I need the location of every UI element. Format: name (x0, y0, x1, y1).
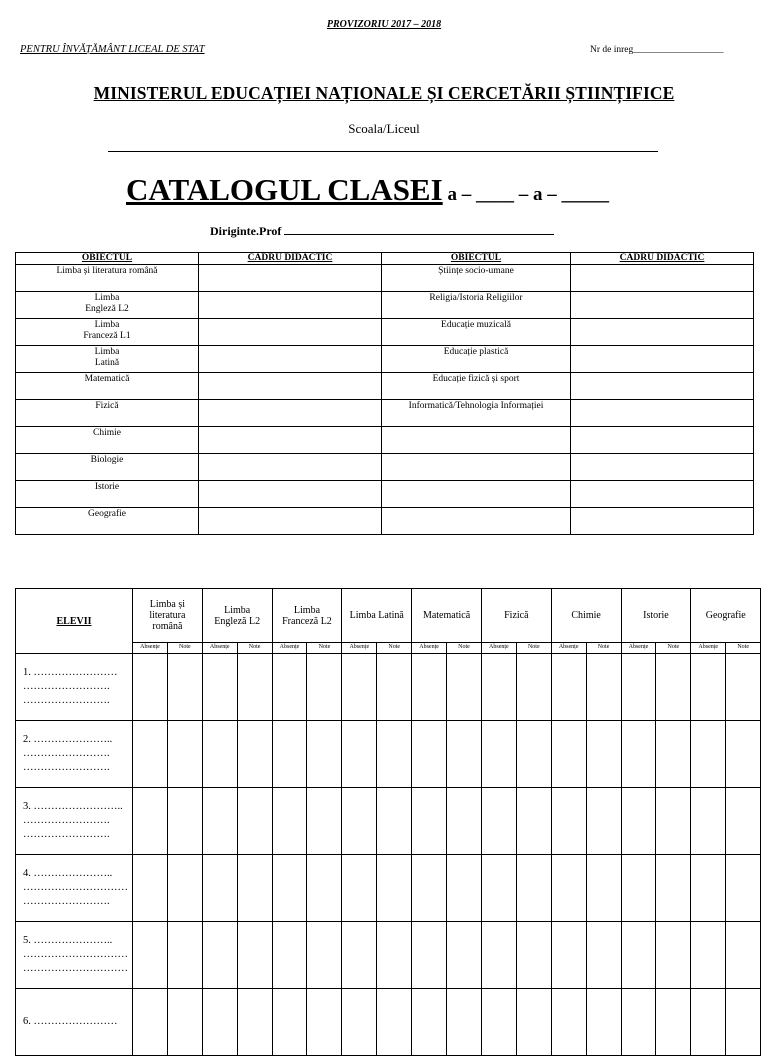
note-cell[interactable] (726, 788, 761, 855)
note-cell[interactable] (516, 788, 551, 855)
table-row (16, 654, 761, 721)
students-subject-header (16, 589, 761, 643)
subject-column-header: Chimie (551, 589, 621, 643)
absente-cell[interactable] (691, 654, 726, 721)
table-row (16, 481, 754, 508)
subject-column-header: Istorie (621, 589, 691, 643)
catalog-heading (126, 172, 609, 208)
note-cell[interactable] (237, 989, 272, 1056)
teacher-cell[interactable] (571, 319, 754, 346)
note-cell[interactable] (447, 855, 482, 922)
note-cell[interactable] (167, 721, 202, 788)
teacher-cell[interactable] (199, 265, 382, 292)
subject-name: Educație fizică și sport (382, 373, 571, 400)
school-type: PENTRU ÎNVĂȚĂMÂNT LICEAL DE STAT (20, 44, 205, 55)
student-name: 3. …………………….. ……………………. ……………………. (16, 788, 133, 855)
absente-cell[interactable] (342, 855, 377, 922)
note-cell[interactable] (447, 989, 482, 1056)
note-cell[interactable] (307, 654, 342, 721)
subject-name: Educație muzicală (382, 319, 571, 346)
subject-column-header: Geografie (691, 589, 761, 643)
note-cell[interactable] (167, 855, 202, 922)
note-cell[interactable] (377, 989, 412, 1056)
subject-teacher-table (15, 252, 754, 535)
teacher-cell[interactable] (199, 454, 382, 481)
absente-cell[interactable] (202, 855, 237, 922)
absente-subheader: Absențe (133, 643, 168, 654)
absente-subheader: Absențe (342, 643, 377, 654)
note-cell[interactable] (307, 922, 342, 989)
absente-cell[interactable] (133, 989, 168, 1056)
note-cell[interactable] (726, 654, 761, 721)
note-cell[interactable] (307, 788, 342, 855)
ministry-title: MINISTERUL EDUCAȚIEI NAȚIONALE ȘI CERCETĂRII ȘTIINȚIFICE (93, 83, 675, 103)
note-cell[interactable] (656, 654, 691, 721)
header-cadru-1: CADRU DIDACTIC (199, 253, 382, 265)
absente-cell[interactable] (621, 989, 656, 1056)
teacher-cell[interactable] (199, 427, 382, 454)
absente-cell[interactable] (133, 721, 168, 788)
note-subheader: Note (167, 643, 202, 654)
teacher-cell[interactable] (571, 454, 754, 481)
scoala-fill-line (108, 151, 658, 152)
note-cell[interactable] (586, 788, 621, 855)
subject-column-header: Fizică (481, 589, 551, 643)
note-cell[interactable] (586, 721, 621, 788)
subject-name: Geografie (16, 508, 199, 535)
absente-cell[interactable] (133, 922, 168, 989)
absente-cell[interactable] (691, 922, 726, 989)
subject-name: Limba Franceză L1 (16, 319, 199, 346)
teacher-cell[interactable] (571, 400, 754, 427)
note-cell[interactable] (377, 922, 412, 989)
scoala-label: Scoala/Liceul (348, 121, 420, 136)
note-cell[interactable] (516, 855, 551, 922)
table-row (16, 427, 754, 454)
absente-cell[interactable] (412, 654, 447, 721)
note-cell[interactable] (586, 922, 621, 989)
table-row (16, 373, 754, 400)
note-cell[interactable] (167, 654, 202, 721)
note-subheader: Note (237, 643, 272, 654)
absente-cell[interactable] (691, 855, 726, 922)
absente-subheader: Absențe (412, 643, 447, 654)
absente-cell[interactable] (551, 721, 586, 788)
note-cell[interactable] (237, 855, 272, 922)
note-cell[interactable] (237, 654, 272, 721)
table-row (16, 855, 761, 922)
note-cell[interactable] (307, 855, 342, 922)
student-name: 2. ………………….. ……………………. ……………………. (16, 721, 133, 788)
absente-cell[interactable] (342, 922, 377, 989)
absente-cell[interactable] (412, 922, 447, 989)
absente-cell[interactable] (133, 788, 168, 855)
absente-cell[interactable] (621, 855, 656, 922)
teacher-cell[interactable] (199, 319, 382, 346)
table-row (16, 508, 754, 535)
teacher-cell[interactable] (199, 346, 382, 373)
note-cell[interactable] (447, 721, 482, 788)
absente-cell[interactable] (342, 788, 377, 855)
note-cell[interactable] (167, 788, 202, 855)
note-cell[interactable] (516, 922, 551, 989)
absente-cell[interactable] (202, 654, 237, 721)
teacher-cell[interactable] (199, 373, 382, 400)
header-cadru-2: CADRU DIDACTIC (571, 253, 754, 265)
note-cell[interactable] (307, 989, 342, 1056)
absente-cell[interactable] (272, 922, 307, 989)
absente-cell[interactable] (621, 922, 656, 989)
subject-column-header: Matematică (412, 589, 482, 643)
teacher-cell[interactable] (571, 346, 754, 373)
note-subheader: Note (586, 643, 621, 654)
absente-cell[interactable] (272, 855, 307, 922)
nr-inreg: Nr de inreg___________________ (590, 45, 724, 55)
note-cell[interactable] (586, 855, 621, 922)
table-row (16, 319, 754, 346)
table-row (16, 721, 761, 788)
absente-subheader: Absențe (691, 643, 726, 654)
note-cell[interactable] (237, 922, 272, 989)
student-name: 1. …………………… ……………………. ……………………. (16, 654, 133, 721)
absente-cell[interactable] (272, 788, 307, 855)
absente-cell[interactable] (691, 788, 726, 855)
table-row (16, 292, 754, 319)
absente-cell[interactable] (691, 721, 726, 788)
teacher-cell[interactable] (199, 481, 382, 508)
header-obiectul-1: OBIECTUL (16, 253, 199, 265)
absente-subheader: Absențe (621, 643, 656, 654)
teacher-cell[interactable] (571, 265, 754, 292)
absente-cell[interactable] (412, 855, 447, 922)
note-cell[interactable] (516, 654, 551, 721)
subject-name (382, 454, 571, 481)
note-cell[interactable] (656, 721, 691, 788)
diriginte-blank (284, 225, 554, 235)
note-cell[interactable] (307, 721, 342, 788)
note-cell[interactable] (237, 721, 272, 788)
catalog-class-blank: a – ____ – a – _____ (442, 184, 609, 205)
absente-cell[interactable] (272, 654, 307, 721)
catalog-title: CATALOGUL CLASEI (126, 172, 443, 207)
note-cell[interactable] (167, 922, 202, 989)
note-subheader: Note (516, 643, 551, 654)
absente-cell[interactable] (691, 989, 726, 1056)
diriginte-label: Diriginte.Prof (210, 224, 285, 238)
subject-name: Chimie (16, 427, 199, 454)
absente-cell[interactable] (481, 721, 516, 788)
note-cell[interactable] (656, 788, 691, 855)
elevii-header: ELEVII (16, 589, 133, 654)
note-cell[interactable] (656, 989, 691, 1056)
header-obiectul-2: OBIECTUL (382, 253, 571, 265)
table-row (16, 989, 761, 1056)
absente-cell[interactable] (481, 922, 516, 989)
teacher-cell[interactable] (571, 373, 754, 400)
note-cell[interactable] (516, 721, 551, 788)
note-subheader: Note (447, 643, 482, 654)
note-cell[interactable] (167, 989, 202, 1056)
subject-name: Matematică (16, 373, 199, 400)
absente-cell[interactable] (272, 989, 307, 1056)
absente-cell[interactable] (412, 788, 447, 855)
absente-cell[interactable] (551, 654, 586, 721)
absente-cell[interactable] (551, 788, 586, 855)
absente-cell[interactable] (412, 989, 447, 1056)
absente-cell[interactable] (133, 855, 168, 922)
subject-name (382, 427, 571, 454)
teacher-cell[interactable] (199, 292, 382, 319)
table-row (16, 454, 754, 481)
note-cell[interactable] (586, 654, 621, 721)
subject-name: Limba Engleză L2 (16, 292, 199, 319)
absente-subheader: Absențe (551, 643, 586, 654)
diriginte-line (210, 224, 554, 239)
student-name: 6. …………………… (16, 989, 133, 1056)
absente-cell[interactable] (621, 788, 656, 855)
subject-name: Informatică/Tehnologia Informației (382, 400, 571, 427)
subject-name: Limba Latină (16, 346, 199, 373)
teacher-cell[interactable] (199, 400, 382, 427)
note-cell[interactable] (377, 654, 412, 721)
subject-name: Istorie (16, 481, 199, 508)
subject-name: Fizică (16, 400, 199, 427)
absente-cell[interactable] (481, 989, 516, 1056)
absente-cell[interactable] (481, 855, 516, 922)
table-row (16, 265, 754, 292)
student-name: 4. ………………….. ………………………… ……………………. (16, 855, 133, 922)
note-cell[interactable] (447, 654, 482, 721)
provizoriu-line: PROVIZORIU 2017 – 2018 (326, 19, 442, 30)
subject-name: Limba și literatura română (16, 265, 199, 292)
note-cell[interactable] (586, 989, 621, 1056)
note-subheader: Note (726, 643, 761, 654)
subject-name: Biologie (16, 454, 199, 481)
absente-cell[interactable] (481, 788, 516, 855)
note-cell[interactable] (726, 989, 761, 1056)
table-row (16, 922, 761, 989)
subject-name (382, 481, 571, 508)
teacher-cell[interactable] (571, 427, 754, 454)
absente-cell[interactable] (202, 989, 237, 1056)
teacher-cell[interactable] (571, 292, 754, 319)
absente-subheader: Absențe (272, 643, 307, 654)
absente-cell[interactable] (202, 788, 237, 855)
teacher-cell[interactable] (199, 508, 382, 535)
absente-cell[interactable] (342, 654, 377, 721)
note-subheader: Note (377, 643, 412, 654)
note-cell[interactable] (447, 788, 482, 855)
note-cell[interactable] (726, 922, 761, 989)
note-cell[interactable] (377, 721, 412, 788)
absente-cell[interactable] (342, 721, 377, 788)
teacher-cell[interactable] (571, 481, 754, 508)
absente-subheader: Absențe (202, 643, 237, 654)
absente-cell[interactable] (133, 654, 168, 721)
student-name: 5. ………………….. ………………………… ………………………… (16, 922, 133, 989)
note-cell[interactable] (377, 788, 412, 855)
note-subheader: Note (307, 643, 342, 654)
students-table (15, 588, 761, 1056)
subject-table-header (16, 253, 754, 265)
subject-name (382, 508, 571, 535)
absente-cell[interactable] (202, 721, 237, 788)
note-subheader: Note (656, 643, 691, 654)
note-cell[interactable] (447, 922, 482, 989)
note-cell[interactable] (726, 721, 761, 788)
note-cell[interactable] (237, 788, 272, 855)
absente-cell[interactable] (202, 922, 237, 989)
subject-column-header: Limba Engleză L2 (202, 589, 272, 643)
subject-column-header: Limba Latină (342, 589, 412, 643)
absente-cell[interactable] (551, 989, 586, 1056)
note-cell[interactable] (377, 855, 412, 922)
subject-column-header: Limba Franceză L2 (272, 589, 342, 643)
subject-name: Științe socio-umane (382, 265, 571, 292)
absente-cell[interactable] (621, 721, 656, 788)
note-cell[interactable] (656, 855, 691, 922)
absente-cell[interactable] (551, 855, 586, 922)
subject-column-header: Limba și literatura română (133, 589, 203, 643)
absente-cell[interactable] (621, 654, 656, 721)
absente-cell[interactable] (342, 989, 377, 1056)
table-row (16, 346, 754, 373)
subject-name: Educație plastică (382, 346, 571, 373)
absente-cell[interactable] (412, 721, 447, 788)
absente-cell[interactable] (272, 721, 307, 788)
teacher-cell[interactable] (571, 508, 754, 535)
table-row (16, 788, 761, 855)
note-cell[interactable] (656, 922, 691, 989)
note-cell[interactable] (726, 855, 761, 922)
absente-cell[interactable] (481, 654, 516, 721)
absente-subheader: Absențe (481, 643, 516, 654)
table-row (16, 400, 754, 427)
subject-name: Religia/Istoria Religiilor (382, 292, 571, 319)
note-cell[interactable] (516, 989, 551, 1056)
absente-cell[interactable] (551, 922, 586, 989)
